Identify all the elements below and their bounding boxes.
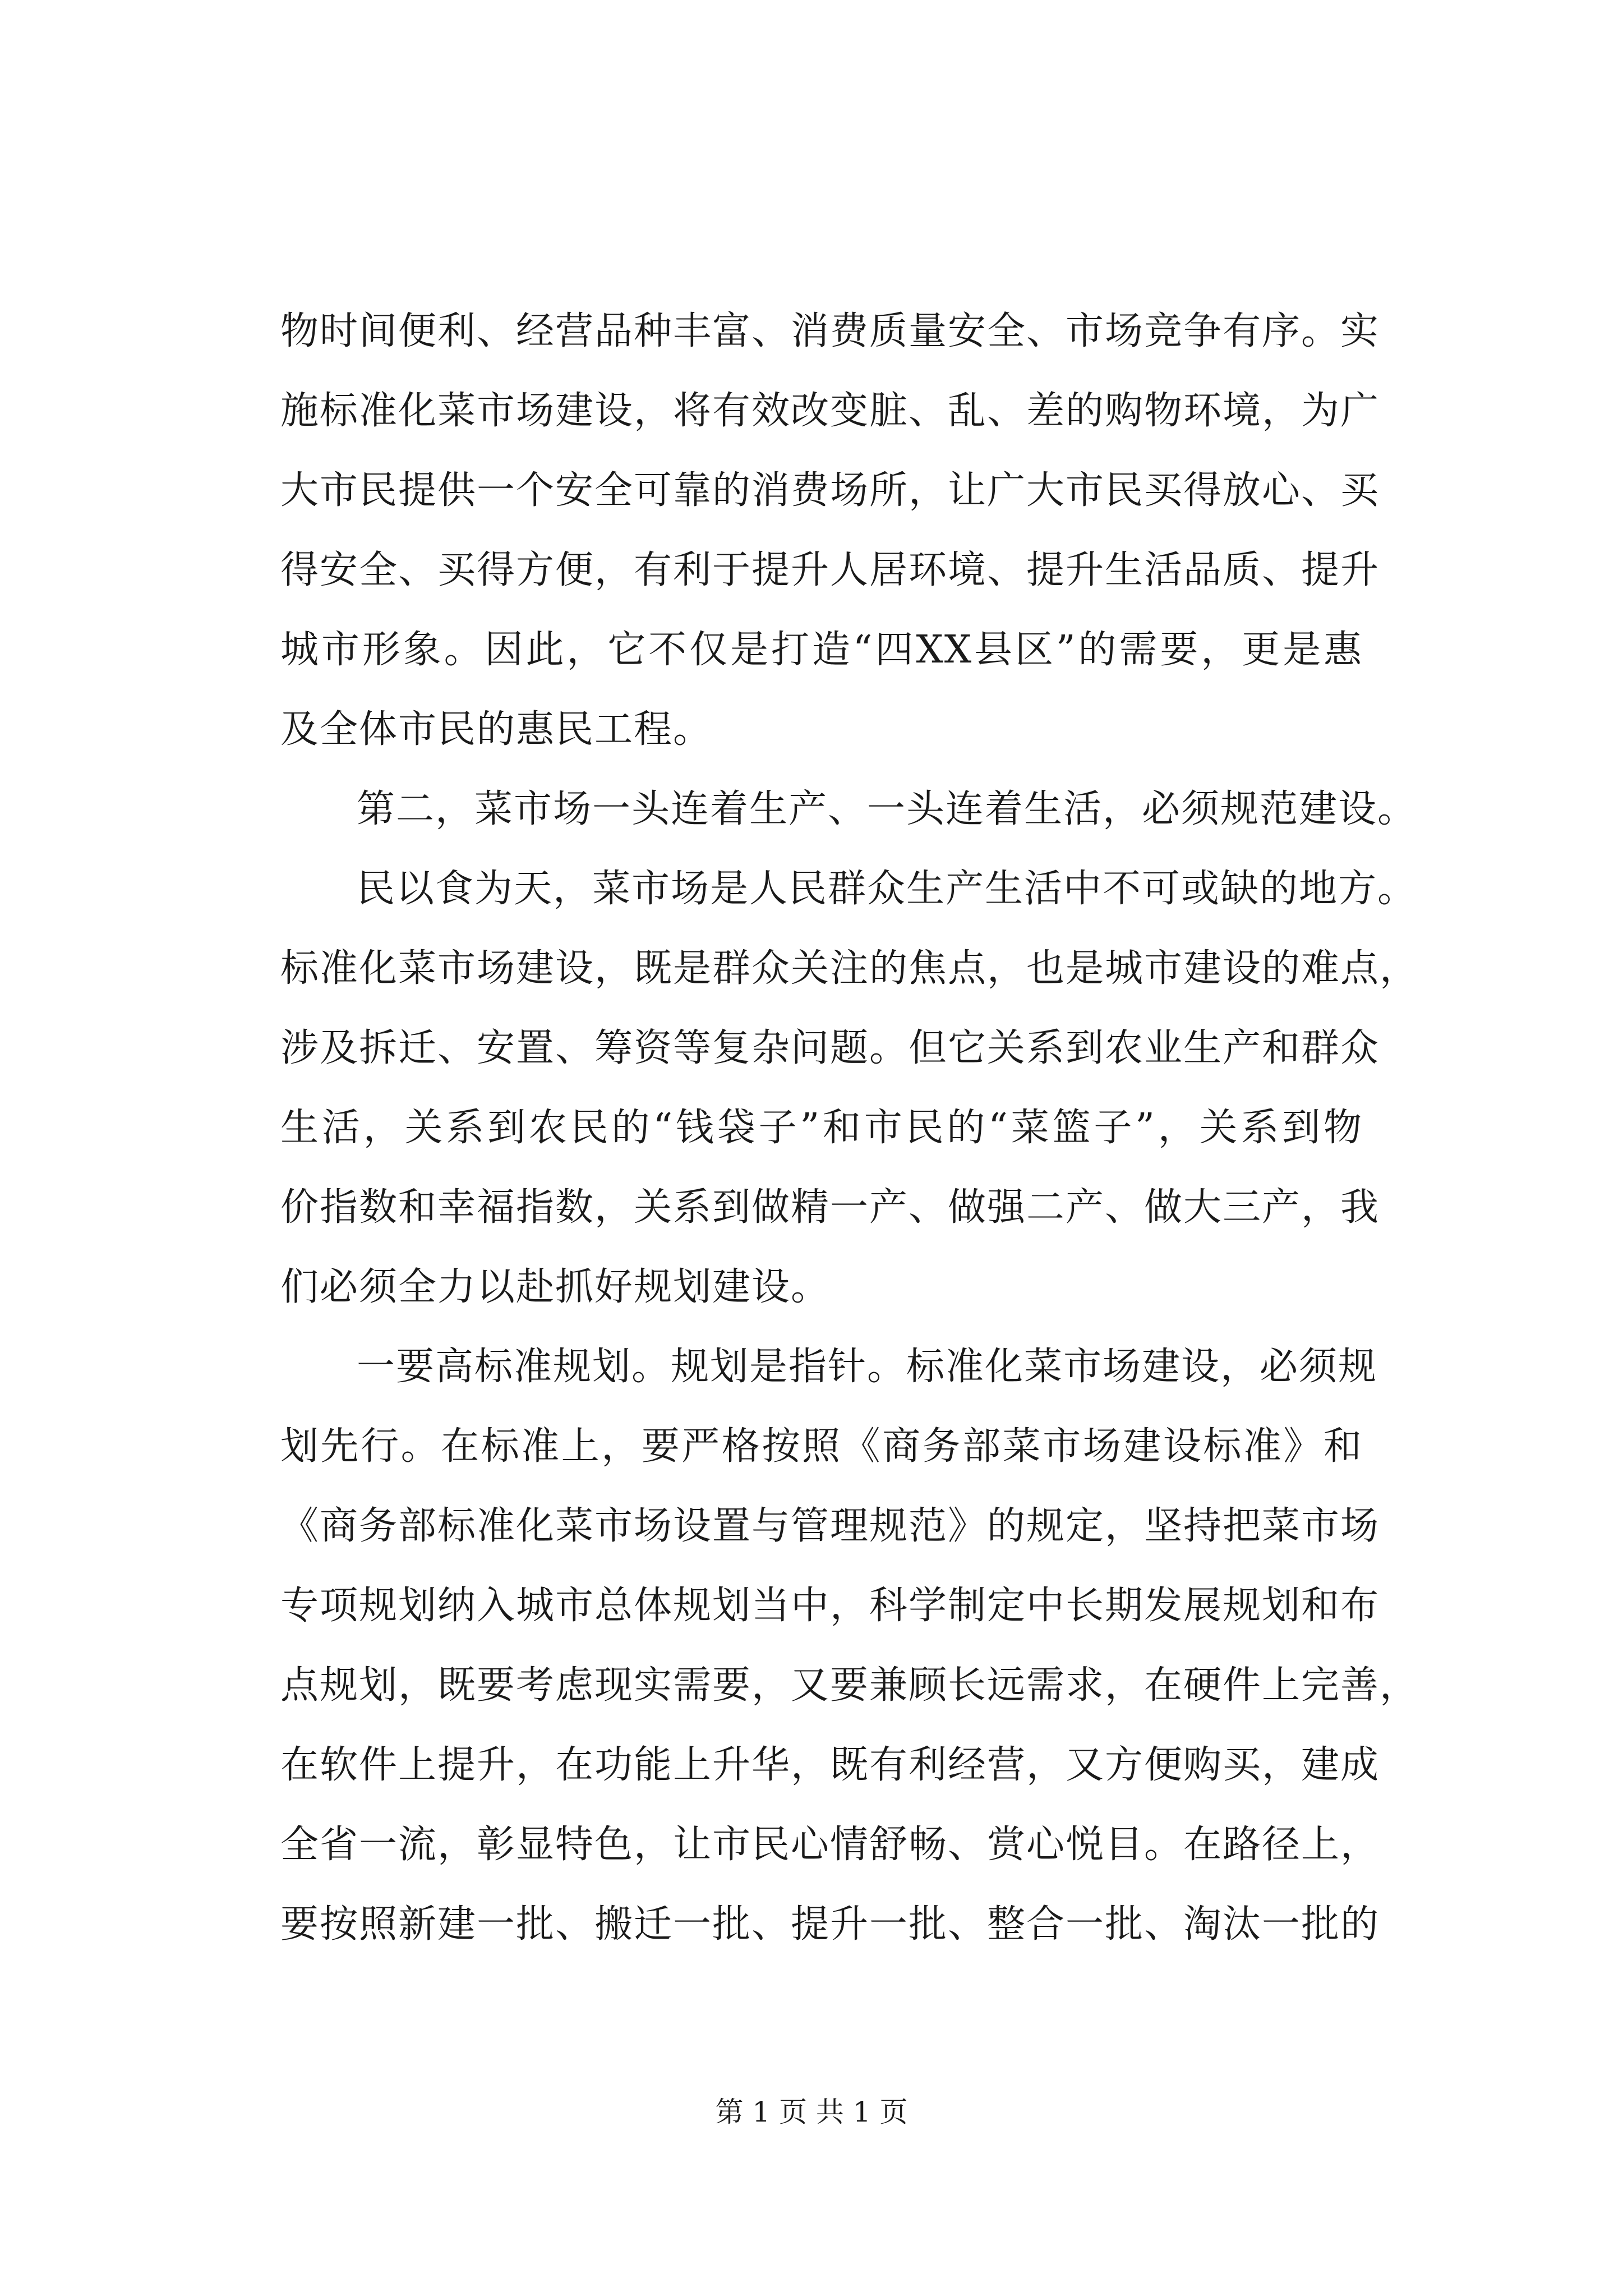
text-line: 大市民提供一个安全可靠的消费场所，让广大市民买得放心、买 [280,468,1380,513]
text-line: 城市形象。因此，它不仅是打造“四XX县区”的需要，更是惠 [280,628,1363,672]
document-body [280,292,1419,1964]
text-line: 要按照新建一批、搬迁一批、提升一批、整合一批、淘汰一批的 [280,1902,1380,1947]
text-line: 得安全、买得方便，有利于提升人居环境、提升生活品质、提升 [280,548,1380,592]
text-line: 《商务部标准化菜市场设置与管理规范》的规定，坚持把菜市场 [280,1504,1380,1548]
text-line: 们必须全力以赴抓好规划建设。 [280,1265,831,1309]
text-line: 划先行。在标准上，要严格按照《商务部菜市场建设标准》和 [280,1424,1363,1469]
text-line: 及全体市民的惠民工程。 [280,707,713,752]
text-line: 民以食为天，菜市场是人民群众生产生活中不可或缺的地方。 [357,867,1417,911]
page-footer: 第 1 页 共 1 页 [715,2096,908,2128]
text-line: 一要高标准规划。规划是指针。标准化菜市场建设，必须规 [357,1345,1378,1389]
text-line: 价指数和幸福指数，关系到做精一产、做强二产、做大三产，我 [280,1185,1380,1230]
text-line: 施标准化菜市场建设，将有效改变脏、乱、差的购物环境，为广 [280,389,1380,433]
text-line: 生活，关系到农民的“钱袋子”和市民的“菜篮子”，关系到物 [280,1106,1363,1150]
text-line: 点规划，既要考虑现实需要，又要兼顾长远需求，在硬件上完善， [280,1663,1419,1708]
text-line: 物时间便利、经营品种丰富、消费质量安全、市场竞争有序。实 [280,309,1380,353]
text-line: 全省一流，彰显特色，让市民心情舒畅、赏心悦目。在路径上， [280,1823,1380,1867]
text-line: 涉及拆迁、安置、筹资等复杂问题。但它关系到农业生产和群众 [280,1026,1380,1070]
text-line: 在软件上提升，在功能上升华，既有利经营，又方便购买，建成 [280,1743,1380,1787]
text-line: 专项规划纳入城市总体规划当中，科学制定中长期发展规划和布 [280,1584,1380,1628]
text-line: 第二，菜市场一头连着生产、一头连着生活，必须规范建设。 [357,787,1417,831]
text-line: 标准化菜市场建设，既是群众关注的焦点，也是城市建设的难点， [280,946,1419,991]
